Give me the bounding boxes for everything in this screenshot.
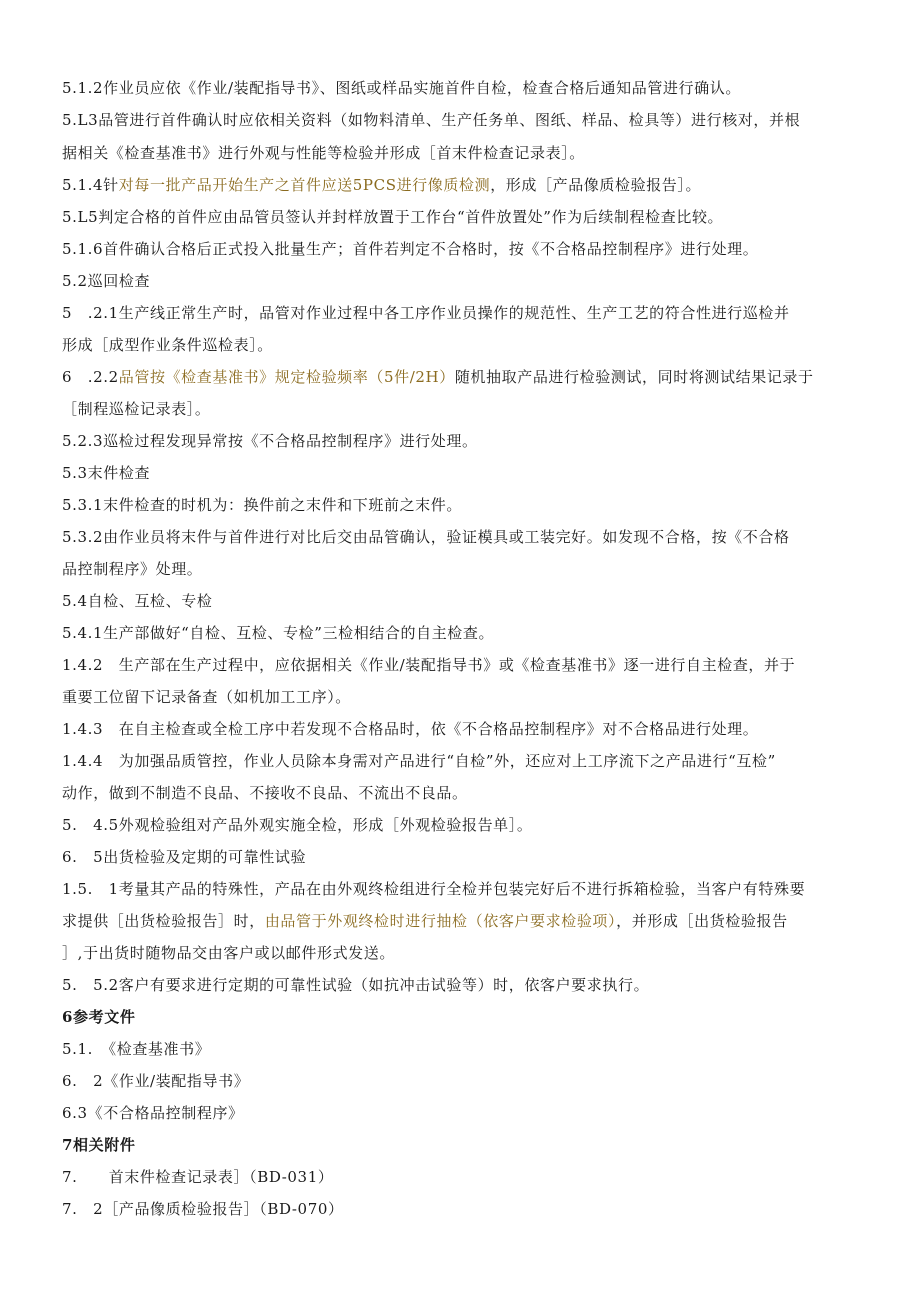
text-segment: 6参考文件: [62, 1008, 136, 1026]
text-line: [62, 303, 790, 323]
text-segment: 6 .2.2: [62, 368, 119, 386]
section-heading: [62, 847, 306, 867]
text-line: [62, 687, 351, 707]
list-item: [62, 1071, 249, 1091]
list-item: [62, 1167, 333, 1187]
text-segment: 1.5. 1考量其产品的特殊性，产品在由外观终检组进行全检并包装完好后不进行拆箱检验，当客户有特殊要: [62, 880, 806, 898]
text-line: [62, 751, 776, 771]
text-line: [62, 879, 805, 899]
text-line: [62, 143, 585, 163]
text-segment: 重要工位留下记录备查（如机加工工序）。: [62, 688, 351, 706]
text-line: [62, 239, 758, 259]
chapter-heading: [62, 1135, 135, 1155]
text-segment: 随机抽取产品进行检验测试，同时将测试结果记录于: [454, 368, 814, 386]
text-segment: 5.3末件检查: [62, 464, 151, 482]
text-segment: 1.4.3 在自主检查或全检工序中若发现不合格品时，依《不合格品控制程序》对不合格品进行处理。: [62, 720, 759, 738]
text-segment: 5. 4.5外观检验组对产品外观实施全检，形成［外观检验报告单］。: [62, 816, 533, 834]
text-line: [62, 943, 395, 963]
text-segment: 5.4自检、互检、专检: [62, 592, 213, 610]
text-line: [62, 175, 701, 195]
text-line: [62, 975, 649, 995]
text-line: [62, 559, 202, 579]
text-line: [62, 815, 532, 835]
text-segment: 形成［成型作业条件巡检表］。: [62, 336, 273, 354]
text-line: [62, 399, 211, 419]
list-item: [62, 1103, 244, 1123]
text-segment: 5.L5判定合格的首件应由品管员签认并封样放置于工作台“首件放置处”作为后续制程检查比较。: [62, 208, 724, 226]
text-line: [62, 207, 723, 227]
text-segment: 7. 首末件检查记录表］（BD-031）: [62, 1168, 334, 1186]
text-segment: ，形成［产品像质检验报告］。: [490, 176, 702, 194]
text-line: [62, 655, 795, 675]
text-segment: 动作，做到不制造不良品、不接收不良品、不流出不良品。: [62, 784, 468, 802]
list-item: [62, 1039, 210, 1059]
text-segment: 5.1.4针: [62, 176, 119, 194]
text-segment: 1.4.2 生产部在生产过程中，应依据相关《作业/装配指导书》或《检查基准书》逐一进行自主检查，并于: [62, 656, 796, 674]
text-line: [62, 367, 814, 387]
text-segment: ，并形成［出货检验报告: [616, 912, 788, 930]
highlighted-text: 由品管于外观终检时进行抽检（依客户要求检验项）: [264, 912, 617, 930]
section-heading: [62, 463, 150, 483]
text-segment: 5.2巡回检查: [62, 272, 151, 290]
text-line: [62, 623, 494, 643]
text-line: [62, 911, 788, 931]
text-segment: 5.L3品管进行首件确认时应依相关资料（如物料清单、生产任务单、图纸、样品、检具等）进行核对，并根: [62, 111, 801, 129]
text-line: [62, 78, 741, 98]
text-segment: 5.1. 《检查基准书》: [62, 1040, 211, 1058]
text-segment: ［制程巡检记录表］。: [62, 400, 211, 418]
text-segment: 据相关《检查基准书》进行外观与性能等检验并形成［首末件检查记录表］。: [62, 144, 585, 162]
text-line: [62, 783, 468, 803]
text-segment: 6.3《不合格品控制程序》: [62, 1104, 244, 1122]
text-line: [62, 495, 462, 515]
text-segment: 5.1.2作业员应依《作业/装配指导书》、图纸或样品实施首件自检，检查合格后通知品管进行确认。: [62, 79, 741, 97]
list-item: [62, 1199, 344, 1219]
text-segment: 1.4.4 为加强品质管控，作业人员除本身需对产品进行“自检”外，还应对上工序流下之产品进行“互检”: [62, 752, 776, 770]
text-line: [62, 335, 273, 355]
text-line: [62, 719, 758, 739]
text-segment: 7. 2［产品像质检验报告］（BD-070）: [62, 1200, 344, 1218]
text-line: [62, 431, 478, 451]
highlighted-text: 品管按《检查基准书》规定检验频率（5件/2H）: [118, 368, 455, 386]
text-line: [62, 110, 800, 130]
text-segment: 5. 5.2客户有要求进行定期的可靠性试验（如抗冲击试验等）时，依客户要求执行。: [62, 976, 650, 994]
text-line: [62, 527, 790, 547]
chapter-heading: [62, 1007, 135, 1027]
text-segment: 品控制程序》处理。: [62, 560, 203, 578]
text-segment: 5 .2.1生产线正常生产时，品管对作业过程中各工序作业员操作的规范性、生产工艺的符合性进行巡检并: [62, 304, 790, 322]
section-heading: [62, 591, 212, 611]
text-segment: 6. 5出货检验及定期的可靠性试验: [62, 848, 307, 866]
text-segment: 5.1.6首件确认合格后正式投入批量生产；首件若判定不合格时，按《不合格品控制程序》进行处理。: [62, 240, 759, 258]
text-segment: 5.4.1生产部做好“自检、互检、专检”三检相结合的自主检查。: [62, 624, 495, 642]
text-segment: ］,于出货时随物品交由客户或以邮件形式发送。: [62, 944, 395, 962]
text-segment: 5.3.1末件检查的时机为：换件前之末件和下班前之末件。: [62, 496, 462, 514]
section-heading: [62, 271, 150, 291]
text-segment: 6. 2《作业/装配指导书》: [62, 1072, 250, 1090]
text-segment: 5.3.2由作业员将末件与首件进行对比后交由品管确认，验证模具或工装完好。如发现不合格，按《不合格: [62, 528, 790, 546]
highlighted-text: 对每一批产品开始生产之首件应送5PCS进行像质检测: [118, 176, 491, 194]
text-segment: 5.2.3巡检过程发现异常按《不合格品控制程序》进行处理。: [62, 432, 478, 450]
text-segment: 求提供［出货检验报告］时，: [62, 912, 265, 930]
text-segment: 7相关附件: [62, 1136, 136, 1154]
